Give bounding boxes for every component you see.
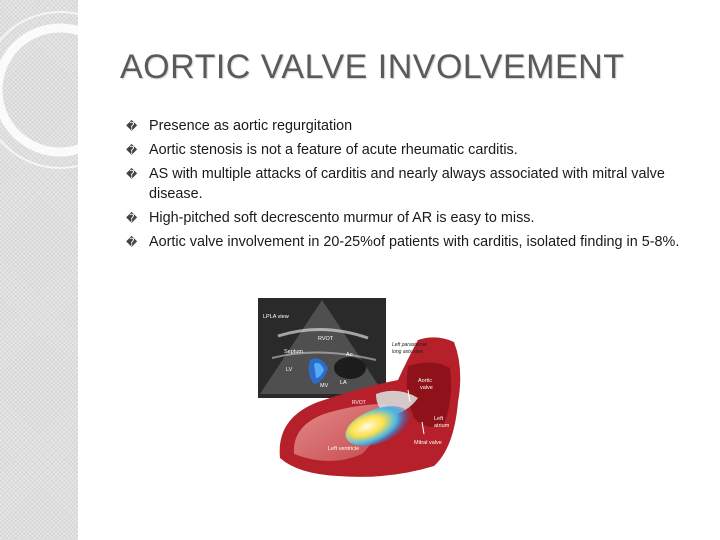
- decorative-circles: [0, 0, 78, 540]
- echocardiogram-figure: [258, 298, 468, 488]
- diagram-label-left-ventricle: Left ventricle: [328, 446, 360, 452]
- bullet-text: AS with multiple attacks of carditis and nearly always associated with mitral valve disease.: [149, 166, 665, 202]
- diagram-label-aortic-valve-1: Aortic: [418, 378, 433, 384]
- bullet-text: High-pitched soft decrescento murmur of AR is easy to miss.: [149, 210, 535, 226]
- diagram-label-rvot: RVOT: [352, 400, 366, 406]
- bullet-item: [126, 164, 696, 204]
- bullet-text: Presence as aortic regurgitation: [149, 118, 353, 134]
- bullet-marker-icon: �: [126, 168, 138, 181]
- diagram-header-line1: Left parasternal: [392, 342, 427, 348]
- bullet-marker-icon: �: [126, 120, 138, 133]
- echo-label-la: LA: [340, 380, 347, 386]
- bullet-item: [126, 232, 696, 252]
- decorative-sidebar: [0, 0, 78, 540]
- slide-title: AORTIC VALVE INVOLVEMENT: [120, 48, 625, 86]
- diagram-header-line2: long axis view: [392, 349, 424, 355]
- bullet-marker-icon: �: [126, 212, 138, 225]
- echo-label-view: LPLA view: [263, 314, 289, 320]
- echo-label-ao: Ao: [346, 352, 353, 358]
- echo-label-mv: MV: [320, 383, 329, 389]
- bullet-marker-icon: �: [126, 144, 138, 157]
- bullet-text: Aortic valve involvement in 20-25%of patients with carditis, isolated finding in 5-8%.: [149, 234, 680, 250]
- bullet-item: [126, 208, 696, 228]
- bullet-item: [126, 140, 696, 160]
- bullet-marker-icon: �: [126, 236, 138, 249]
- echo-image: [258, 298, 386, 398]
- diagram-label-left-atrium-2: atrium: [434, 423, 450, 429]
- echo-label-rvot: RVOT: [318, 336, 334, 342]
- diagram-label-left-atrium-1: Left: [434, 416, 444, 422]
- bullet-text: Aortic stenosis is not a feature of acute rheumatic carditis.: [149, 142, 518, 158]
- bullet-item: [126, 116, 696, 136]
- diagram-label-mitral-valve: Mitral valve: [414, 440, 442, 446]
- diagram-label-aortic-valve-2: valve: [420, 385, 433, 391]
- echo-label-septum: Septum: [284, 349, 303, 355]
- echo-label-lv: LV: [286, 367, 293, 373]
- bullet-list: [126, 116, 696, 256]
